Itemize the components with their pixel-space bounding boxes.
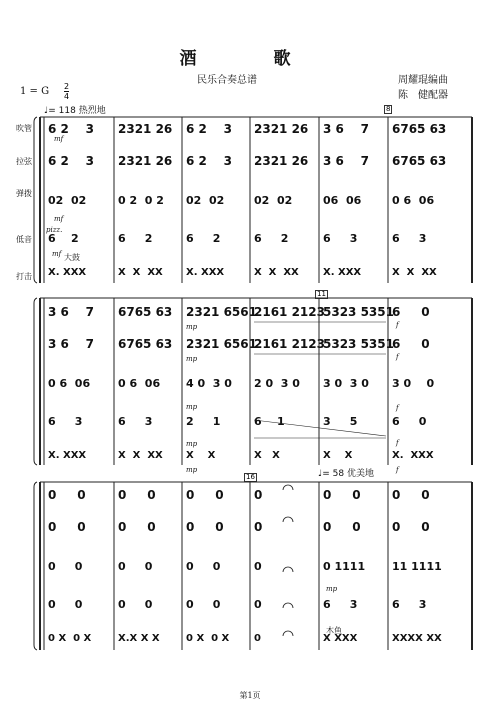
measure-cell: X. XXX: [48, 267, 87, 278]
instrument-label-strings: 拉弦: [16, 157, 32, 166]
measure-cell: 6 3: [118, 415, 153, 428]
dynamic-f: f: [396, 466, 399, 474]
dynamic-mf: mf: [52, 250, 62, 258]
measure-cell: X. XXX: [392, 450, 434, 461]
measure-cell: 0 0: [48, 560, 83, 573]
measure-cell: 3 6 7: [48, 305, 94, 319]
dynamic-mp: mp: [186, 403, 198, 411]
measure-cell: 6 3: [48, 415, 83, 428]
arranger-credit: 周耀琨编曲: [398, 75, 448, 86]
instrument-label-percussion: 打击: [16, 272, 32, 281]
measure-cell: 0 0: [118, 488, 156, 502]
measure-cell: 2321 6561: [186, 337, 257, 351]
measure-cell: X X XX: [392, 267, 437, 278]
measure-cell: 06 06: [323, 194, 362, 207]
subtitle: 民乐合奏总谱: [197, 75, 257, 86]
measure-cell: X X: [254, 450, 280, 461]
measure-cell: 02 02: [48, 194, 87, 207]
measure-cell: 0 0: [323, 488, 361, 502]
measure-cell: 02 02: [186, 194, 225, 207]
measure-cell: 0 0: [48, 598, 83, 611]
measure-cell: X X XX: [254, 267, 299, 278]
measure-cell: X X: [323, 450, 353, 461]
measure-cell: 6 0: [392, 337, 430, 351]
measure-cell: X X XX: [118, 267, 163, 278]
rehearsal-mark-16: 16: [246, 473, 255, 481]
dynamic-mp: mp: [326, 585, 338, 593]
measure-cell: X. XXX: [186, 267, 225, 278]
measure-cell: 11 1111: [392, 560, 442, 573]
dynamic-mp: mp: [186, 323, 198, 331]
measure-cell: 6 0: [392, 305, 430, 319]
wood-block-label: 木鱼: [326, 626, 342, 635]
dynamic-mf: mf: [54, 135, 64, 143]
measure-cell: 6 0: [392, 415, 427, 428]
measure-cell: X XXX: [323, 633, 358, 644]
measure-cell: X. XXX: [323, 267, 362, 278]
measure-cell: X X XX: [118, 450, 163, 461]
dynamic-mp: mp: [186, 466, 198, 474]
measure-cell: X. XXX: [48, 450, 87, 461]
page-number: 第1页: [239, 691, 261, 700]
tempo-marking-2: ♩= 58 优美地: [318, 469, 374, 479]
measure-cell: 6 2: [48, 232, 79, 245]
measure-cell: 0 0: [392, 520, 430, 534]
quarter-note-icon: ♩: [318, 469, 323, 479]
measure-cell: 6 3: [392, 232, 427, 245]
measure-cell: 6 2: [254, 232, 289, 245]
measure-cell: 2161 2123: [254, 305, 325, 319]
measure-cell: 02 02: [254, 194, 293, 207]
pizzicato-mark: pizz.: [46, 226, 63, 234]
measure-cell: XXXX XX: [392, 633, 442, 644]
measure-cell: 0 0: [323, 520, 361, 534]
dynamic-f: f: [396, 353, 399, 361]
quarter-note-icon: ♩: [44, 106, 49, 116]
measure-cell: 3 6 7: [323, 122, 369, 136]
measure-cell: 2321 26: [118, 154, 173, 168]
measure-cell: 6 3: [323, 232, 358, 245]
measure-cell: 0 1111: [323, 560, 366, 573]
dynamic-mp: mp: [186, 440, 198, 448]
measure-cell: 6765 63: [118, 305, 173, 319]
measure-cell: 2 1: [186, 415, 221, 428]
measure-cell: 0 0: [186, 488, 224, 502]
orchestrator-credit: 陈 健配器: [398, 90, 448, 101]
measure-cell: 6 2: [118, 232, 153, 245]
measure-cell: 2 0 3 0: [254, 377, 300, 390]
tempo-marking-1: ♩= 118 热烈地: [44, 106, 106, 116]
measure-cell: 6 2 3: [48, 122, 94, 136]
measure-cell: 0: [254, 598, 262, 611]
measure-cell: 5323 5351: [323, 337, 394, 351]
measure-cell: 0 0: [118, 560, 153, 573]
measure-cell: 3 0 3 0: [323, 377, 369, 390]
rehearsal-mark-11: 11: [317, 290, 326, 298]
measure-cell: 6 2 3: [186, 122, 232, 136]
measure-cell: 0 0: [392, 488, 430, 502]
measure-cell: X X: [186, 450, 216, 461]
measure-cell: 6 3: [392, 598, 427, 611]
measure-cell: 3 6 7: [48, 337, 94, 351]
big-drum-label: 大鼓: [64, 253, 80, 262]
instrument-label-bass: 低音: [16, 235, 32, 244]
dynamic-mf: mf: [54, 215, 64, 223]
measure-cell: 0 6 06: [48, 377, 91, 390]
measure-cell: 0 0: [186, 520, 224, 534]
measure-cell: 0 0: [186, 598, 221, 611]
measure-cell: 6 2 3: [48, 154, 94, 168]
dynamic-f: f: [396, 439, 399, 447]
measure-cell: 3 0 0: [392, 377, 435, 390]
measure-cell: 2321 26: [118, 122, 173, 136]
measure-cell: 0: [254, 520, 263, 534]
measure-cell: 5323 5351: [323, 305, 394, 319]
measure-cell: 0 0: [48, 520, 86, 534]
measure-cell: 2321 26: [254, 154, 309, 168]
measure-cell: 3 6 7: [323, 154, 369, 168]
instrument-label-wind: 吹管: [16, 124, 32, 133]
dynamic-mp: mp: [186, 355, 198, 363]
measure-cell: 0: [254, 560, 262, 573]
measure-cell: 6 2 3: [186, 154, 232, 168]
measure-cell: 6 1: [254, 415, 285, 428]
measure-cell: 2321 6561: [186, 305, 257, 319]
measure-cell: 2321 26: [254, 122, 309, 136]
time-signature: 2 4: [64, 82, 70, 101]
measure-cell: 6 2: [186, 232, 221, 245]
measure-cell: 2161 2123: [254, 337, 325, 351]
measure-cell: 0 0: [118, 520, 156, 534]
measure-cell: 6765 63: [392, 154, 447, 168]
measure-cell: 6 3: [323, 598, 358, 611]
measure-cell: 6765 63: [118, 337, 173, 351]
measure-cell: 0 X 0 X: [186, 633, 230, 644]
measure-cell: 0 0: [48, 488, 86, 502]
dynamic-f: f: [396, 404, 399, 412]
measure-cell: 0: [254, 488, 263, 502]
measure-cell: X.X X X: [118, 633, 160, 644]
dynamic-f: f: [396, 321, 399, 329]
measure-cell: 0 X 0 X: [48, 633, 92, 644]
page-title: 酒 歌: [179, 49, 321, 69]
key-signature: 1 = G: [20, 86, 50, 97]
measure-cell: 0 6 06: [118, 377, 161, 390]
measure-cell: 4 0 3 0: [186, 377, 232, 390]
measure-cell: 0 6 06: [392, 194, 435, 207]
rehearsal-mark-8: 8: [386, 105, 391, 113]
measure-cell: 0 2 0 2: [118, 194, 164, 207]
measure-cell: 6765 63: [392, 122, 447, 136]
measure-cell: 0: [254, 633, 261, 644]
measure-cell: 3 5: [323, 415, 358, 428]
measure-cell: 0 0: [118, 598, 153, 611]
instrument-label-plucked: 弹拨: [16, 189, 32, 198]
measure-cell: 0 0: [186, 560, 221, 573]
